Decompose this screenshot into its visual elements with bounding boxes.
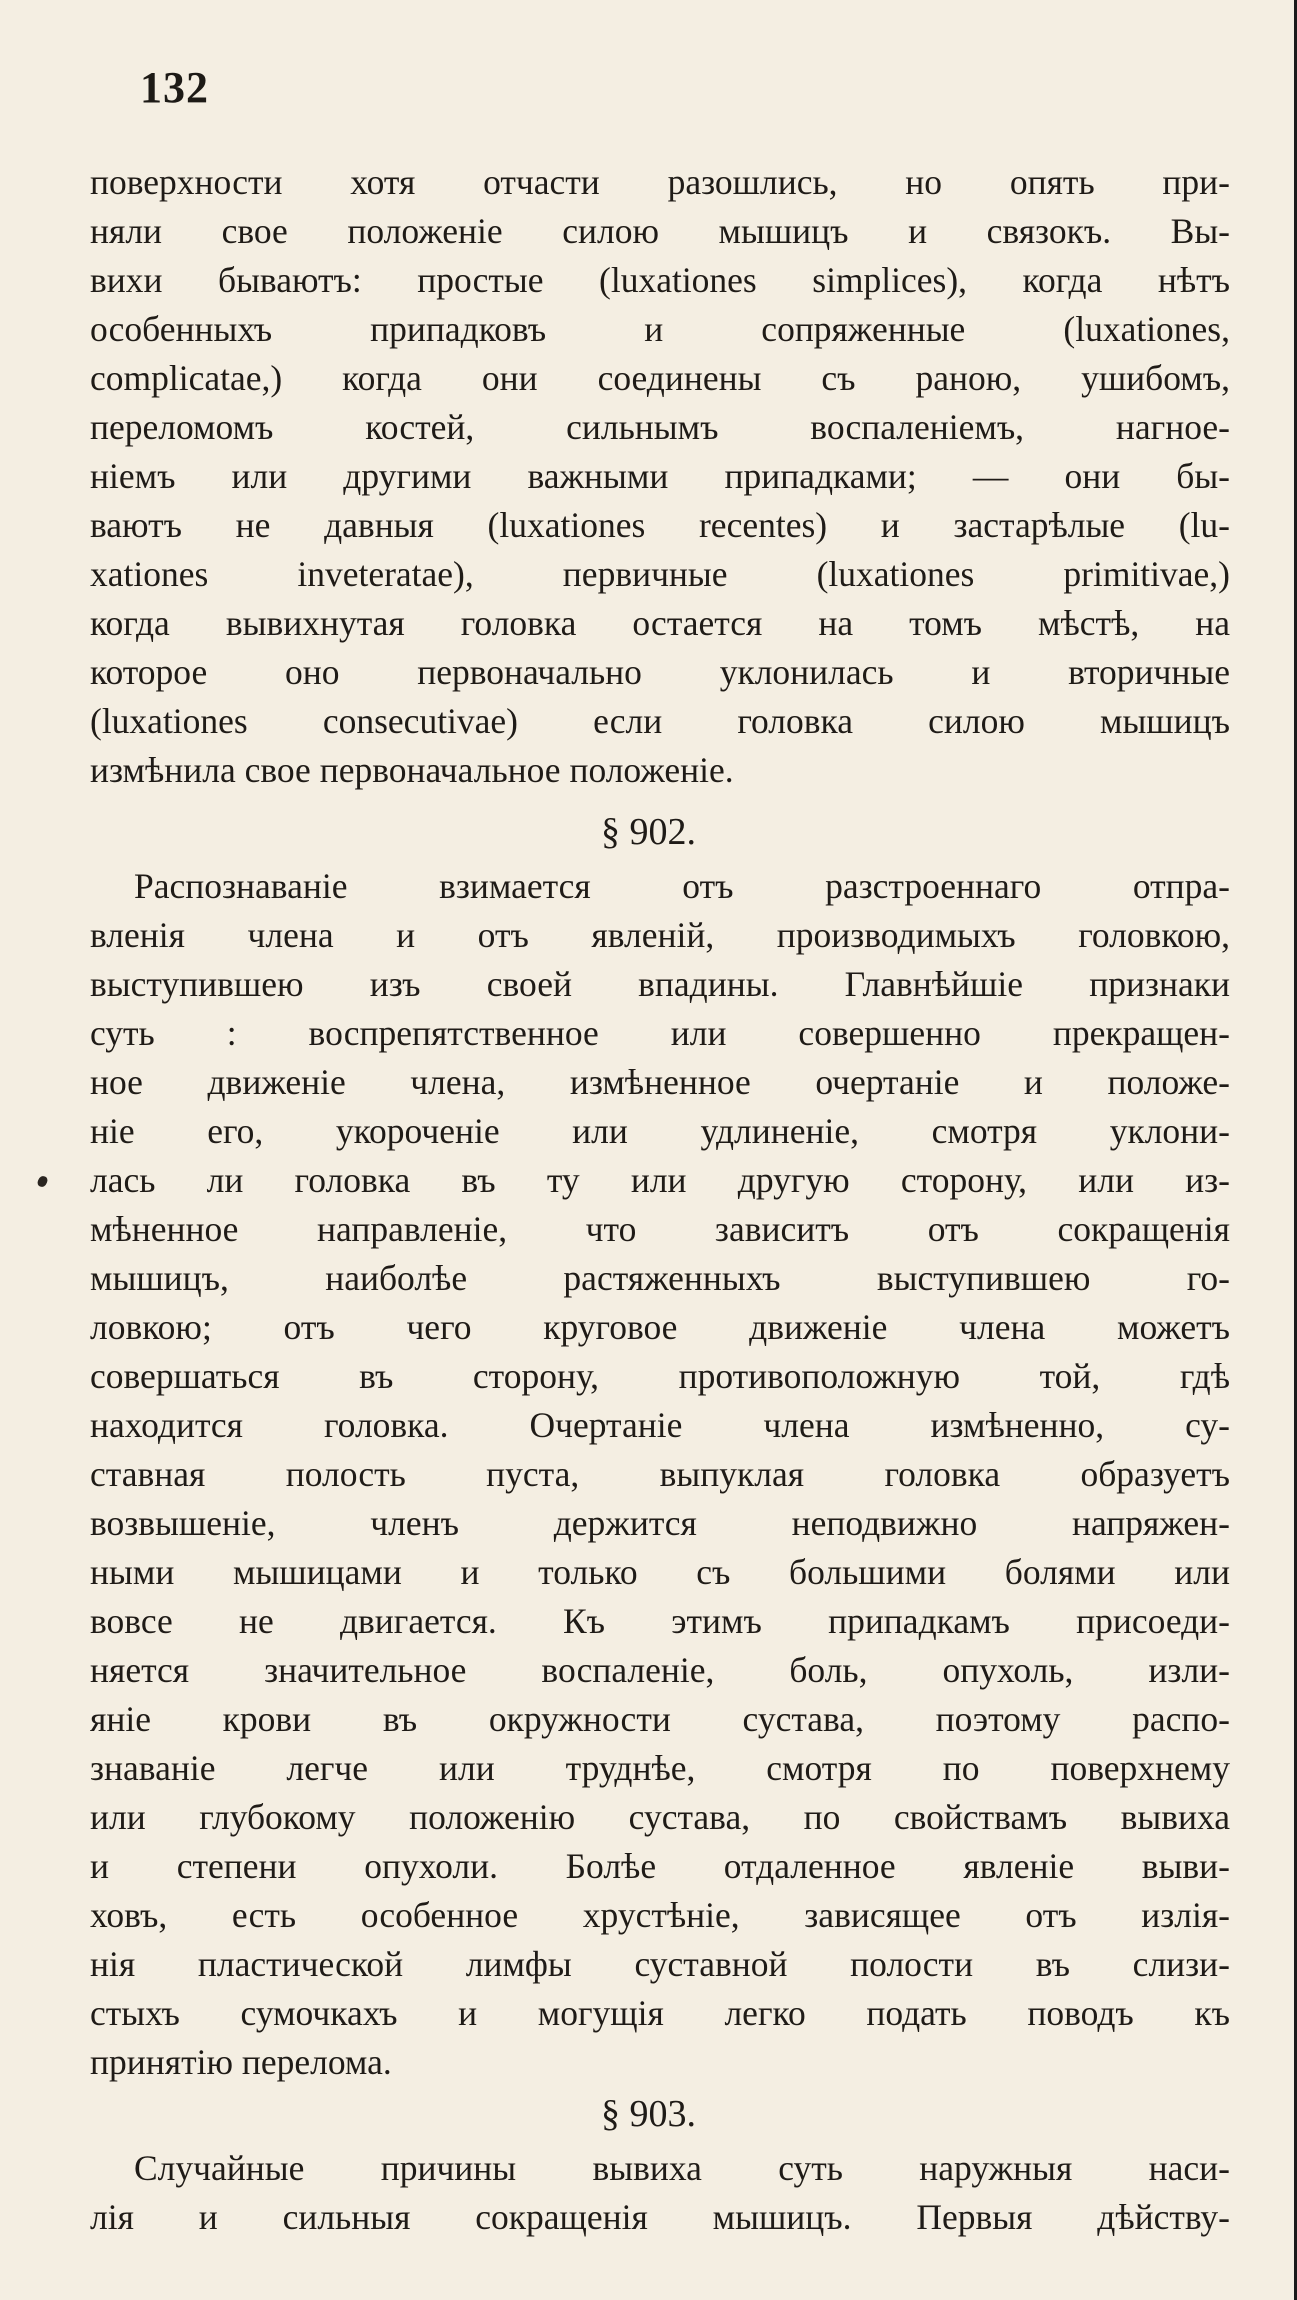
text-line: ваютъ не давныя (luxationes recentes) и застарѣлые (lu- xyxy=(90,505,1230,545)
text-line: Распознаваніе взимается отъ разстроеннаго отпра- xyxy=(134,866,1230,906)
text-line: мышицъ, наиболѣе растяженныхъ выступившею го- xyxy=(90,1258,1230,1298)
text-line: ное движеніе члена, измѣненное очертаніе и положе- xyxy=(90,1062,1230,1102)
section-903-body xyxy=(90,2144,1230,2242)
text-line: complicatae,) когда они соединены съ раною, ушибомъ, xyxy=(90,358,1230,398)
text-line: переломомъ костей, сильнымъ воспаленіемъ, нагное- xyxy=(90,407,1230,447)
text-line: мѣненное направленіе, что зависитъ отъ сокращенія xyxy=(90,1209,1230,1249)
text-line: яніе крови въ окружности сустава, поэтому распо- xyxy=(90,1699,1230,1739)
text-line: возвышеніе, членъ держится неподвижно напряжен- xyxy=(90,1503,1230,1543)
section-heading-902: § 902. xyxy=(601,811,696,853)
paragraph-continuation xyxy=(90,158,1230,795)
text-line: ніемъ или другими важными припадками; — они бы- xyxy=(90,456,1230,496)
section-heading-903: § 903. xyxy=(601,2093,696,2135)
text-line: ставная полость пуста, выпуклая головка образуетъ xyxy=(90,1454,1230,1494)
text-line: вихи бываютъ: простые (luxationes simplices), когда нѣтъ xyxy=(90,260,1230,300)
text-line: и степени опухоли. Болѣе отдаленное явленіе выви- xyxy=(90,1846,1230,1886)
text-line: стыхъ сумочкахъ и могущія легко подать поводъ къ xyxy=(90,1993,1230,2033)
text-line: принятію перелома. xyxy=(90,2042,392,2082)
text-line: вовсе не двигается. Къ этимъ припадкамъ присоеди- xyxy=(90,1601,1230,1641)
text-line: нія пластической лимфы суставной полости въ слизи- xyxy=(90,1944,1230,1984)
ink-mark xyxy=(36,1175,48,1188)
text-line: ловкою; отъ чего круговое движеніе члена можетъ xyxy=(90,1307,1230,1347)
text-line: (luxationes consecutivae) если головка силою мышицъ xyxy=(90,701,1230,741)
text-line: ховъ, есть особенное хрустѣніе, зависящее отъ излія- xyxy=(90,1895,1230,1935)
text-line: няли свое положеніе силою мышицъ и связокъ. Вы- xyxy=(90,211,1230,251)
section-902-body xyxy=(90,862,1230,2087)
text-line: вленія члена и отъ явленій, производимыхъ головкою, xyxy=(90,915,1230,955)
page-number: 132 xyxy=(140,63,209,112)
text-line: ніе его, укороченіе или удлиненіе, смотря уклони- xyxy=(90,1111,1230,1151)
text-line: Случайные причины вывиха суть наружныя наси- xyxy=(134,2148,1230,2188)
text-line: xationes inveteratae), первичные (luxationes primitivae,) xyxy=(90,554,1230,594)
text-line: особенныхъ припадковъ и сопряженные (luxationes, xyxy=(90,309,1230,349)
text-line: находится головка. Очертаніе члена измѣненно, су- xyxy=(90,1405,1230,1445)
text-line: совершаться въ сторону, противоположную той, гдѣ xyxy=(90,1356,1230,1396)
text-line: выступившею изъ своей впадины. Главнѣйшіе признаки xyxy=(90,964,1230,1004)
text-line: няется значительное воспаленіе, боль, опухоль, изли- xyxy=(90,1650,1230,1690)
text-line: суть : воспрепятственное или совершенно прекращен- xyxy=(90,1013,1230,1053)
text-line: лія и сильныя сокращенія мышицъ. Первыя дѣйству- xyxy=(90,2197,1230,2237)
text-line: знаваніе легче или труднѣе, смотря по поверхнему xyxy=(90,1748,1230,1788)
text-line: которое оно первоначально уклонилась и вторичные xyxy=(90,652,1230,692)
text-line: поверхности хотя отчасти разошлись, но опять при- xyxy=(90,162,1230,202)
text-line: лась ли головка въ ту или другую сторону, или из- xyxy=(90,1160,1230,1200)
text-line: измѣнила свое первоначальное положеніе. xyxy=(90,750,734,790)
text-line: когда вывихнутая головка остается на томъ мѣстѣ, на xyxy=(90,603,1230,643)
text-line: ными мышицами и только съ большими болями или xyxy=(90,1552,1230,1592)
text-line: или глубокому положенію сустава, по свойствамъ вывиха xyxy=(90,1797,1230,1837)
